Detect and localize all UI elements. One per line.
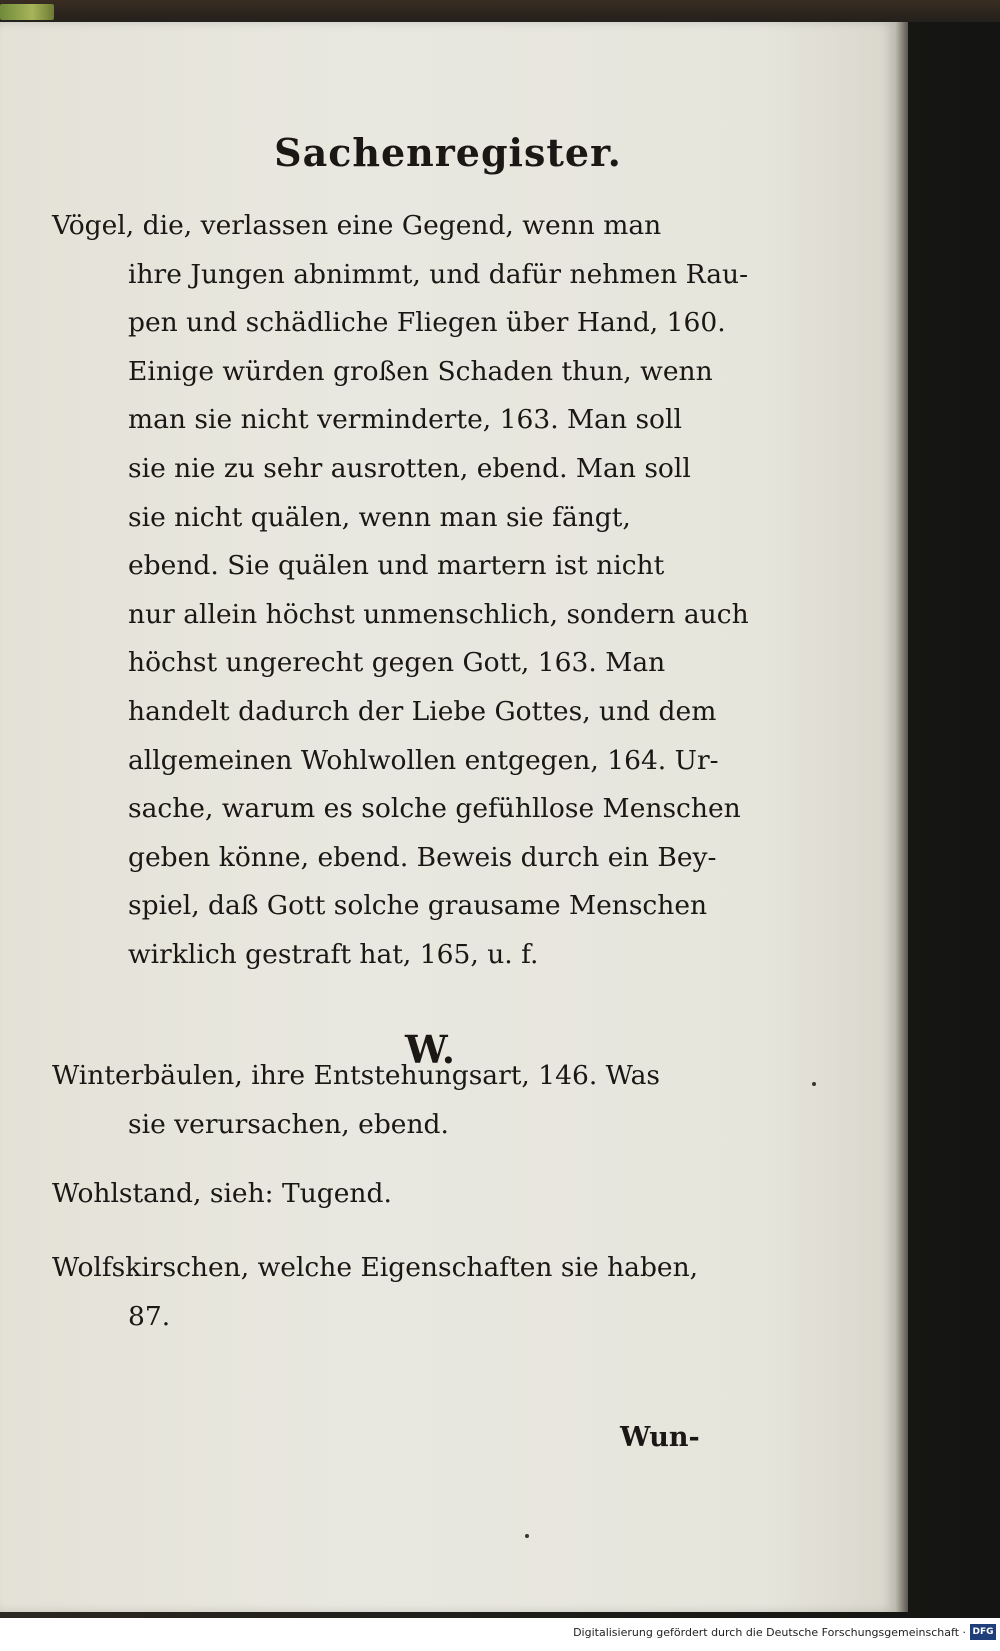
section-letter: W. [405,1027,455,1072]
entry-line: Wohlstand, sieh: Tugend. [52,1178,392,1209]
entry-line: ihre Jungen abnimmt, und dafür nehmen Rau- [128,258,749,290]
entry-line: handelt dadurch der Liebe Gottes, und dem [128,695,717,727]
entry-line: Wolfskirschen, welche Eigenschaften sie haben, [52,1252,699,1283]
entry-line: sie nie zu sehr ausrotten, ebend. Man soll [128,452,691,484]
bookmark-ribbon [0,4,54,20]
footer-credit: Digitalisierung gefördert durch die Deutsche Forschungsgemeinschaft · [573,1626,966,1639]
entry-line: Winterbäulen, ihre Entstehungsart, 146. Was [52,1060,661,1091]
entry-line: Einige würden großen Schaden thun, wenn [128,355,713,387]
paper-speck [525,1534,529,1538]
entry-wohlstand [52,1170,732,1219]
entry-line: pen und schädliche Fliegen über Hand, 160. [128,307,726,339]
entry-line: allgemeinen Wohlwollen entgegen, 164. Ur- [128,744,719,776]
entry-line: Vögel, die, verlassen eine Gegend, wenn man [52,210,662,241]
book-top-edge [0,0,1000,22]
entry-line: sie nicht quälen, wenn man sie fängt, [128,501,631,533]
entry-line: höchst ungerecht gegen Gott, 163. Man [128,647,666,679]
entry-line: sie verursachen, ebend. [128,1108,449,1140]
dfg-logo: DFG [970,1624,996,1640]
page-content [0,22,896,1612]
page-edge-shadow [896,22,908,1612]
entry-winterbaeulen [52,1052,732,1149]
book-page [0,22,896,1612]
entry-line: wirklich gestraft hat, 165, u. f. [128,938,539,970]
entry-line: 87. [128,1300,171,1332]
entry-line: sache, warum es solche gefühllose Menschen [128,793,741,825]
entry-line: man sie nicht verminderte, 163. Man soll [128,404,682,436]
digitization-footer [0,1618,1000,1651]
entry-line: ebend. Sie quälen und martern ist nicht [128,550,665,582]
entry-wolfskirschen [52,1244,732,1341]
running-head: Sachenregister. [274,130,622,175]
entry-line: spiel, daß Gott solche grausame Menschen [128,890,708,922]
catchword: Wun- [620,1422,700,1453]
entry-line: geben könne, ebend. Beweis durch ein Bey- [128,841,717,873]
entry-line: nur allein höchst unmenschlich, sondern auch [128,598,749,630]
entry-voegel [52,202,749,980]
paper-speck [812,1082,816,1086]
